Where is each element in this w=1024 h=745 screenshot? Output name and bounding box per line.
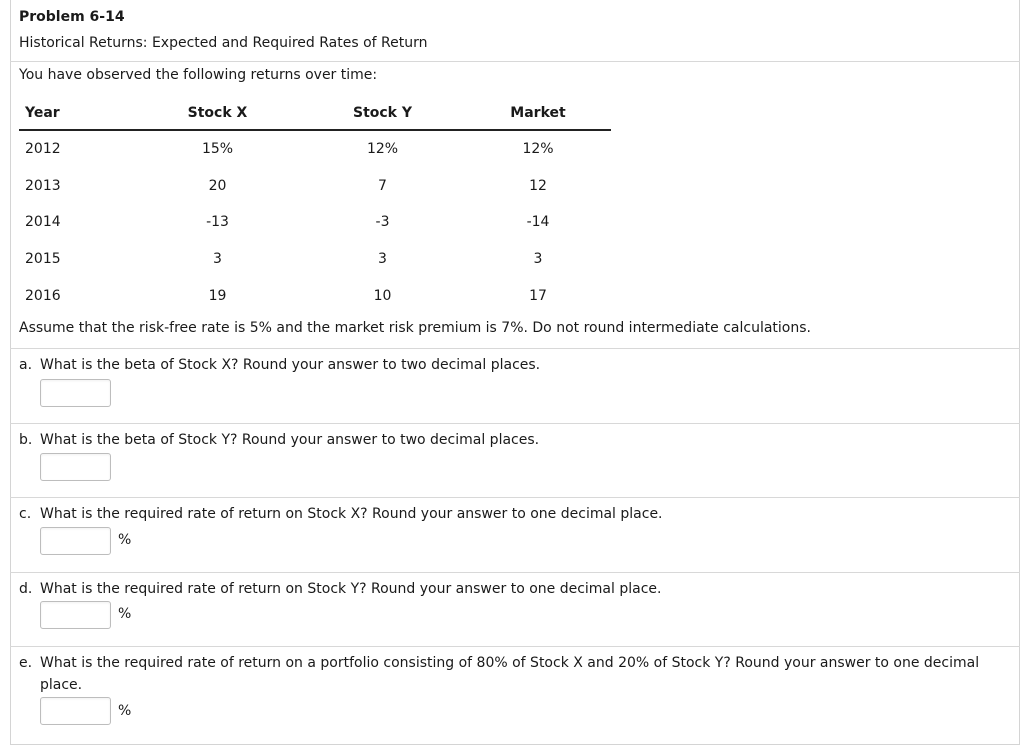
cell-market: 12% (522, 141, 554, 158)
header-stock-y: Stock Y (300, 96, 465, 130)
cell-stock-y: 10 (373, 287, 392, 304)
question-label: c. (19, 506, 32, 522)
question-text: What is the required rate of return on Stock Y? Round your answer to one decimal place. (40, 581, 662, 597)
header-market: Market (465, 96, 611, 130)
question-label: b. (19, 432, 33, 448)
question-label: d. (19, 581, 33, 597)
question-text: What is the beta of Stock X? Round your answer to two decimal places. (40, 357, 541, 373)
cell-stock-y: 3 (378, 251, 387, 268)
answer-input-a[interactable] (40, 379, 111, 407)
problem-subtitle: Historical Returns: Expected and Required Rates of Return (19, 35, 428, 51)
problem-title: Problem 6-14 (19, 9, 125, 25)
question-divider (10, 348, 1020, 349)
cell-market: -14 (526, 214, 550, 231)
table-row (19, 204, 611, 241)
question-text: What is the required rate of return on a portfolio consisting of 80% of Stock X and 20% of Stock Y? Round your answer to one decimal place. (40, 655, 980, 693)
table-header-row (19, 96, 611, 130)
cell-stock-y: 12% (366, 141, 399, 158)
intro-text: You have observed the following returns over time: (19, 67, 378, 83)
percent-unit: % (118, 606, 132, 622)
percent-unit: % (118, 703, 132, 719)
table-row (19, 168, 611, 205)
question-divider (10, 423, 1020, 424)
header-stock-x: Stock X (135, 96, 300, 130)
cell-market: 17 (529, 287, 547, 304)
cell-stock-x: 20 (208, 177, 227, 194)
header-divider (10, 61, 1020, 62)
cell-year: 2015 (25, 251, 61, 268)
answer-input-c[interactable] (40, 527, 111, 555)
table-row (19, 277, 611, 314)
cell-year: 2016 (25, 287, 61, 304)
table-row (19, 241, 611, 278)
question-divider (10, 646, 1020, 647)
cell-year: 2012 (25, 141, 61, 158)
returns-table (19, 96, 611, 314)
cell-stock-x: -13 (206, 214, 229, 231)
cell-stock-y: 7 (378, 177, 387, 194)
cell-market: 3 (533, 251, 543, 268)
table-row (19, 130, 611, 168)
assumption-text: Assume that the risk-free rate is 5% and the market risk premium is 7%. Do not round intermediate calculations. (19, 320, 811, 336)
question-text: What is the required rate of return on Stock X? Round your answer to one decimal place. (40, 506, 663, 522)
cell-stock-x: 19 (208, 287, 227, 304)
cell-stock-x: 3 (213, 251, 222, 268)
answer-input-d[interactable] (40, 601, 111, 629)
answer-input-e[interactable] (40, 697, 111, 725)
question-divider (10, 497, 1020, 498)
question-divider (10, 572, 1020, 573)
question-label: e. (19, 655, 33, 671)
cell-stock-y: -3 (375, 214, 390, 231)
cell-year: 2014 (25, 214, 61, 231)
question-label: a. (19, 357, 33, 373)
question-text: What is the beta of Stock Y? Round your answer to two decimal places. (40, 432, 540, 448)
cell-year: 2013 (25, 177, 61, 194)
header-year: Year (19, 96, 135, 130)
percent-unit: % (118, 532, 132, 548)
cell-stock-x: 15% (201, 141, 234, 158)
cell-market: 12 (529, 177, 547, 194)
answer-input-b[interactable] (40, 453, 111, 481)
